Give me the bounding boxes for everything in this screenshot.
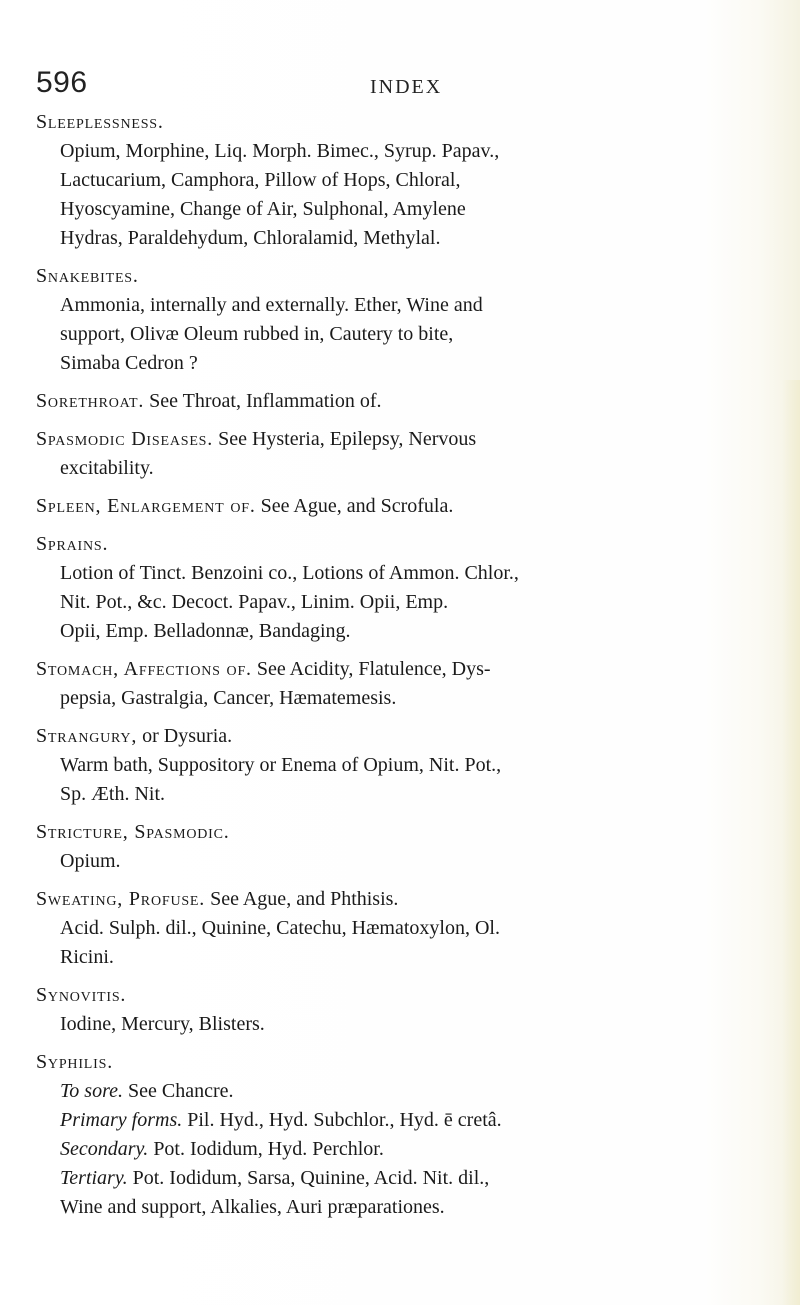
index-entry-snakebites	[0, 262, 780, 378]
entry-heading: Stomach, Affections of.	[36, 658, 252, 680]
index-entry-stomach	[0, 655, 780, 713]
entry-subheading: Secondary.	[60, 1138, 149, 1160]
entry-line: Hyoscyamine, Change of Air, Sulphonal, Amylene	[60, 198, 466, 220]
entry-line: Ricini.	[60, 946, 114, 968]
entry-line: pepsia, Gastralgia, Cancer, Hæmatemesis.	[60, 687, 397, 709]
entry-heading: Sprains.	[36, 533, 109, 555]
entry-heading: Sleeplessness.	[36, 111, 164, 133]
index-entry-sweating	[0, 885, 780, 972]
entry-line: Opium.	[60, 850, 121, 872]
entry-line: Lotion of Tinct. Benzoini co., Lotions of Ammon. Chlor.,	[60, 562, 519, 584]
index-entry-synovitis	[0, 981, 780, 1039]
entry-heading: Spleen, Enlargement of.	[36, 495, 256, 517]
entry-line: Iodine, Mercury, Blisters.	[60, 1013, 265, 1035]
page-edge-shadow	[782, 380, 800, 1305]
entry-heading: Stricture, Spasmodic.	[36, 821, 230, 843]
index-entry-spleen	[0, 492, 780, 521]
entry-heading: Snakebites.	[36, 265, 139, 287]
entry-line	[0, 1135, 780, 1164]
entry-line: Sp. Æth. Nit.	[60, 783, 166, 805]
entry-line-text: Pil. Hyd., Hyd. Subchlor., Hyd. ē cretâ.	[182, 1109, 502, 1131]
entry-line: Warm bath, Suppository or Enema of Opium, Nit. Pot.,	[60, 754, 502, 776]
entry-line-text: Wine and support, Alkalies, Auri præparationes.	[60, 1196, 445, 1218]
entry-heading: Sorethroat.	[36, 390, 145, 412]
entry-line-text: Pot. Iodidum, Hyd. Perchlor.	[148, 1138, 384, 1160]
entry-line: excitability.	[60, 457, 154, 479]
entry-line	[0, 1106, 780, 1135]
entry-line: Opii, Emp. Belladonnæ, Bandaging.	[60, 620, 351, 642]
entry-line: Nit. Pot., &c. Decoct. Papav., Linim. Opii, Emp.	[60, 591, 449, 613]
entry-line: Simaba Cedron ?	[60, 352, 198, 374]
entry-line-text: Pot. Iodidum, Sarsa, Quinine, Acid. Nit. dil.,	[127, 1167, 490, 1189]
entry-line: support, Olivæ Oleum rubbed in, Cautery to bite,	[60, 323, 454, 345]
entry-line-text: See Chancre.	[123, 1080, 234, 1102]
entry-cross-reference: See Hysteria, Epilepsy, Nervous	[213, 428, 477, 450]
index-entry-sorethroat	[0, 387, 780, 416]
entry-subheading: Primary forms.	[60, 1109, 183, 1131]
index-entry-stricture	[0, 818, 780, 876]
entry-line: Hydras, Paraldehydum, Chloralamid, Methylal.	[60, 227, 441, 249]
index-entry-spasmodic-diseases	[0, 425, 780, 483]
entry-line: Acid. Sulph. dil., Quinine, Catechu, Hæmatoxylon, Ol.	[60, 917, 500, 939]
entry-line	[0, 1077, 780, 1106]
running-head: INDEX	[370, 76, 443, 98]
entry-heading: Sweating, Profuse.	[36, 888, 206, 910]
entry-line: Ammonia, internally and externally. Ether, Wine and	[60, 294, 483, 316]
entry-heading: Syphilis.	[36, 1051, 113, 1073]
entry-cross-reference: See Throat, Inflammation of.	[144, 390, 382, 412]
entry-line	[0, 1193, 780, 1222]
entry-subheading: Tertiary.	[60, 1167, 128, 1189]
index-entry-strangury	[0, 722, 780, 809]
entry-line: Opium, Morphine, Liq. Morph. Bimec., Syrup. Papav.,	[60, 140, 500, 162]
entry-line	[0, 1164, 780, 1193]
index-entry-sleeplessness	[0, 108, 780, 253]
entry-heading: Synovitis.	[36, 984, 127, 1006]
entry-heading: Strangury,	[36, 725, 138, 747]
entry-cross-reference: See Ague, and Phthisis.	[205, 888, 399, 910]
index-entry-sprains	[0, 530, 780, 646]
entry-heading-tail: or Dysuria.	[137, 725, 233, 747]
entry-line: Lactucarium, Camphora, Pillow of Hops, Chloral,	[60, 169, 461, 191]
entry-cross-reference: See Acidity, Flatulence, Dys-	[251, 658, 491, 680]
page-number: 596	[36, 66, 88, 99]
entry-heading: Spasmodic Diseases.	[36, 428, 214, 450]
index-entries	[0, 108, 780, 1231]
index-entry-syphilis	[0, 1048, 780, 1222]
entry-cross-reference: See Ague, and Scrofula.	[255, 495, 454, 517]
entry-subheading: To sore.	[60, 1080, 123, 1102]
